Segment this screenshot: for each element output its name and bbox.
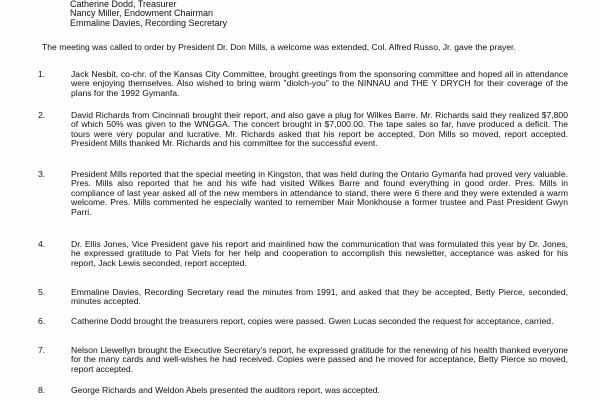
attendee-list bbox=[70, 0, 227, 28]
item-text: President Mills reported that the special meeting in Kingston, that was held during the Ontario Gymanfa had proved very valuable. Pres. Mills also reported that he and his wife had visited Wilkes Barre and found everything in good order. Pres. Mills in compliance of last year asked all of the new members in attendance to stand, there were 6 there and they were extended a warm welcome. Pres. Mills commented he especially wanted to remember Mair Monkhouse a former trustee and Past President Gwyn Parri. bbox=[71, 169, 568, 217]
item-number: 6. bbox=[38, 316, 46, 326]
item-number: 5. bbox=[38, 287, 46, 297]
item-text: Emmaline Davies, Recording Secretary read the minutes from 1991, and asked that they be accepted, Betty Pierce, seconded, minutes accepted. bbox=[71, 287, 568, 307]
attendee-line: Nancy Miller, Endowment Chairman bbox=[70, 8, 214, 19]
item-number: 8. bbox=[38, 385, 46, 395]
item-text: Catherine Dodd brought the treasurers report, copies were passed. Gwen Lucas seconded the request for acceptance, carried. bbox=[71, 316, 554, 326]
minutes-item bbox=[38, 70, 568, 98]
minutes-item bbox=[38, 386, 568, 395]
item-text: Jack Nesbit, co-chr. of the Kansas City Committee, brought greetings from the sponsoring committee and hoped all in attendance were enjoying themselves. Also wished to bring warm "diolch-you" to the NINNAU and THE Y DRYCH for their coverage of the plans for the 1992 Gymanfa. bbox=[71, 69, 568, 98]
intro-paragraph: The meeting was called to order by President Dr. Don Mills, a welcome was extended, Col. Alfred Russo, Jr. gave the prayer. bbox=[42, 42, 516, 52]
item-text: David Richards from Cincinnati brought their report, and also gave a plug for Wilkes Barre. Mr. Richards said they realized $7,800 of which 50% was given to the WNGGA. The concert brought in $7,000.00. The tape sales so far, have produced a deficit. The tours were very popular and lucrative. Mr. Richards asked that his report be accepted, Don Mills so moved, report accepted. President Mills thanked Mr. Richards and his committee for the successful event. bbox=[71, 110, 568, 149]
item-number: 1. bbox=[38, 69, 46, 79]
minutes-item bbox=[38, 240, 568, 268]
item-text: Nelson Llewellyn brought the Executive Secretary's report, he expressed gratitude for the renewing of his health thanked everyone for the many cards and well-wishes he had received. Copies were passed and he moved for acceptance, Betty Pierce so moved, report accepted. bbox=[71, 345, 568, 374]
item-text: Dr. Ellis Jones, Vice President gave his report and mainlined how the communication that was formulated this year by Dr. Jones, he expressed gratitude to Pat Viets for her help and cooperation to accomplish this newsletter, acceptance was asked for his report, Jack Lewis seconded, report accepted. bbox=[71, 239, 568, 268]
minutes-item bbox=[38, 317, 568, 326]
item-text: George Richards and Weldon Abels presented the auditors report, was accepted. bbox=[71, 385, 380, 395]
minutes-item bbox=[38, 346, 568, 374]
minutes-item bbox=[38, 111, 568, 149]
minutes-item bbox=[38, 288, 568, 307]
item-number: 3. bbox=[38, 169, 46, 179]
minutes-item bbox=[38, 170, 568, 217]
item-number: 2. bbox=[38, 110, 46, 120]
item-number: 4. bbox=[38, 239, 46, 249]
item-number: 7. bbox=[38, 345, 46, 355]
attendee-line: Emmaline Davies, Recording Secretary bbox=[70, 17, 228, 28]
attendee-line: Catherine Dodd, Treasurer bbox=[70, 0, 177, 9]
